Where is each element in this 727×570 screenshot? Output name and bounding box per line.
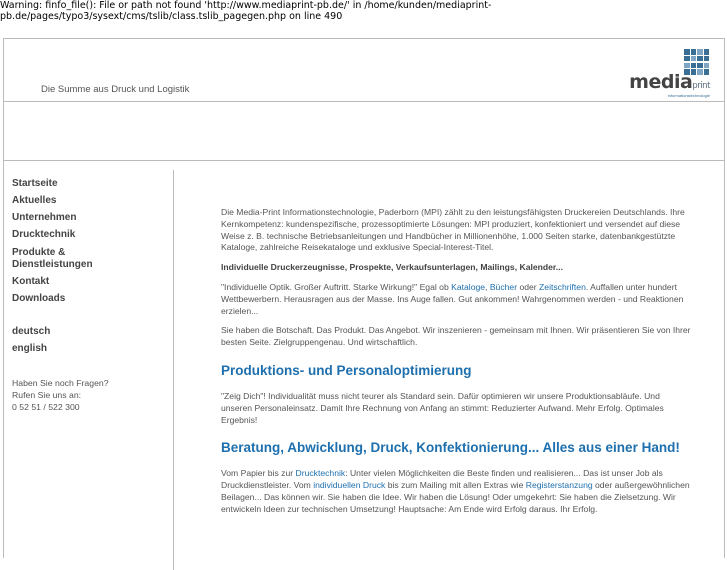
nav-unternehmen[interactable]: Unternehmen xyxy=(12,212,77,223)
contact-phone: 0 52 51 / 522 300 xyxy=(12,402,80,412)
contact-call: Rufen Sie uns an: xyxy=(12,390,82,400)
nav-produkte-line2: Dienstleistungen xyxy=(12,259,93,270)
main-content xyxy=(221,169,691,516)
nav-startseite[interactable]: Startseite xyxy=(12,178,58,189)
lang-english[interactable]: english xyxy=(12,343,48,354)
paragraph-zeig-dich: "Zeig Dich"! Individualität muss nicht teurer als Standard sein. Dafür optimieren wir unsere Produktionsabläufe. Und unseren Personaleinsatz. Damit Ihre Rechnung von Anfang an stimmt: Reduzierter Aufwand. Mehr Erfolg. Optimales Ergebnis! xyxy=(221,390,664,425)
subhead: Individuelle Druckerzeugnisse, Prospekte, Verkaufsunterlagen, Mailings, Kalender... xyxy=(221,262,563,273)
paragraph-optik: "Individuelle Optik. Großer Auftritt. Starke Wirkung!" Egal ob Kataloge, Bücher oder Zeitschriften. Auffallen unter hundert Wettbewerbern. Herausragen aus der Masse. Ins Auge fallen. Gut ankommen! Wahrgenommen werden - und Reaktionen erzielen... xyxy=(221,281,684,316)
nav-produkte[interactable] xyxy=(12,247,93,271)
link-buecher[interactable]: Bücher xyxy=(489,281,518,292)
sidebar xyxy=(4,170,174,570)
contact-box xyxy=(12,377,109,413)
nav-kontakt[interactable]: Kontakt xyxy=(12,276,50,287)
intro-paragraph: Die Media-Print Informationstechnologie, Paderborn (MPI) zählt zu den leistungsfähigsten Druckereien Deutschlands. Ihre Kernkompetenz: kundenspezifische, prozessoptimierte Lösungen: MPI produziert, konfektioniert und versendet auf diese Weise z. B. technische Betriebsanleitungen und Handbücher in Millionenhöhe, 1.000 Seiten starke, datenbankgestützte Kataloge, zahlreiche Reisekataloge und exklusive Special-Interest-Titel. xyxy=(221,207,685,253)
logo-wordmark: mediaprint xyxy=(629,71,710,93)
mediaprint-logo[interactable] xyxy=(610,49,710,99)
link-individueller-druck[interactable]: individuellen Druck xyxy=(313,480,386,491)
nav-produkte-line1: Produkte & xyxy=(12,247,66,258)
link-zeitschriften[interactable]: Zeitschriften xyxy=(539,281,586,292)
paragraph-papier: Vom Papier bis zur Drucktechnik: Unter vielen Möglichkeiten die Beste finden und realisieren... Das ist unser Job als Druckdienstleister. Vom individuellen Druck bis zum Mailing mit allen Extras wie Registerstanzung oder außergewöhnlichen Beilagen... Das können wir. Sie haben die Idee. Wir haben die Lösung! Oder umgekehrt: Sie haben die Zielsetzung. Wir entwickeln Ideen zur technischen Umsetzung! Hauptsache: Am Ende wird Erfolg daraus. Ihr Erfolg. xyxy=(221,468,690,514)
nav-downloads[interactable]: Downloads xyxy=(12,293,66,304)
php-warning: Warning: finfo_file(): File or path not found 'http://www.mediaprint-pb.de/' in /home/kunden/mediaprint-pb.de/pages/typo3/sysext/cms/tslib/class.tslib_pagegen.php on line 490 xyxy=(0,0,492,22)
contact-question: Haben Sie noch Fragen? xyxy=(12,378,109,388)
nav-aktuelles[interactable]: Aktuelles xyxy=(12,195,57,206)
heading-produktion: Produktions- und Personaloptimierung xyxy=(221,362,472,378)
banner-area xyxy=(4,102,724,161)
lang-deutsch[interactable]: deutsch xyxy=(12,326,51,337)
link-kataloge[interactable]: Kataloge xyxy=(451,281,486,292)
link-registerstanzung[interactable]: Registerstanzung xyxy=(525,480,593,491)
slogan: Die Summe aus Druck und Logistik xyxy=(41,84,190,95)
paragraph-botschaft: Sie haben die Botschaft. Das Produkt. Das Angebot. Wir inszenieren - gemeinsam mit Ihnen. Wir präsentieren Sie von Ihrer besten Seite. Zielgruppengenau. Und wirtschaftlich. xyxy=(221,325,691,348)
header xyxy=(4,39,724,102)
nav-drucktechnik[interactable]: Drucktechnik xyxy=(12,229,76,240)
heading-beratung: Beratung, Abwicklung, Druck, Konfektionierung... Alles aus einer Hand! xyxy=(221,440,680,456)
link-drucktechnik[interactable]: Drucktechnik xyxy=(295,468,346,479)
logo-subtitle: informationstechnologie xyxy=(667,93,710,98)
